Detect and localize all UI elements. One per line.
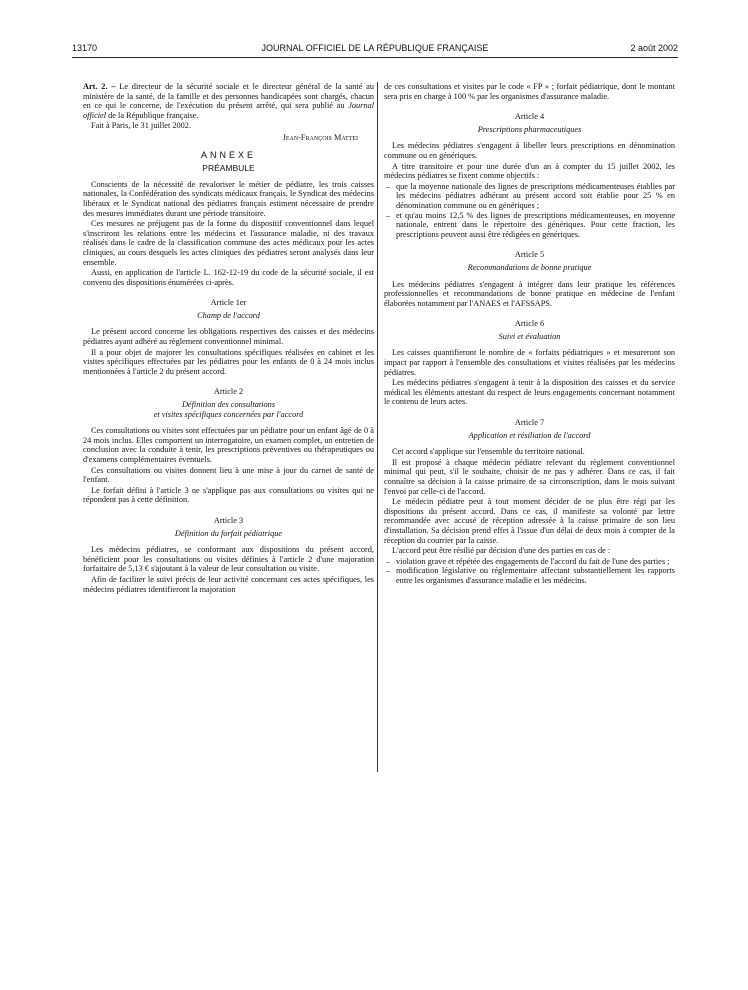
page-number: 13170 [72, 43, 98, 53]
article-3-paragraph-1: Les médecins pédiatres, se conformant aux dispositions du présent accord, bénéficient pour les consultations ou visites définies à l'article 2 d'une majoration forfaitaire de 5,13 € s'ajoutant à la valeur de leur consultation ou visite. [83, 545, 374, 574]
article-2-paragraph-3: Le forfait défini à l'article 3 ne s'applique pas aux consultations ou visites qui ne répondent pas à cette définition. [83, 485, 374, 505]
annexe-heading: ANNEXE [200, 149, 256, 160]
article-4-list [384, 182, 675, 240]
article-2-text-a: Le directeur de la sécurité sociale et le directeur général de la santé au ministère de la santé, de la famille et des personnes handicapées sont chargés, chacun en ce qui le concerne, de l'exécution du présent arrêté, qui sera publié au [83, 82, 374, 111]
article-7-title: Article 7 [514, 418, 545, 428]
article-2-paragraph-1: Ces consultations ou visites sont effectuées par un pédiatre pour un enfant âgé de 0 à 24 mois inclus. Elles comportent un interrogatoire, un examen complet, un entretien de conclusion avec la conduite à tenir, les prescriptions préventives ou thérapeutiques ou d'examens complémentaires éventuels. [83, 426, 374, 464]
list-item: – violation grave et répétée des engagements de l'accord du fait de l'une des parties ; [384, 557, 675, 567]
preambule-paragraph-3: Aussi, en application de l'article L. 162-12-19 du code de la sécurité sociale, il est convenu des dispositions énumérées ci-après. [83, 268, 374, 287]
article-1-title: Article 1er [210, 298, 247, 308]
article-4-title: Article 4 [514, 112, 545, 122]
article-5-paragraph-1: Les médecins pédiatres s'engagent à intégrer dans leur pratique les références professionnelles et recommandations de bonne pratique en médecine de l'enfant élaborées notamment par l'ANAES et l'AFSSAPS. [384, 279, 675, 308]
left-column [83, 82, 374, 595]
page-header [72, 44, 678, 56]
article-2-paragraph-2: Ces consultations ou visites donnent lieu à une mise à jour du carnet de santé de l'enfant. [83, 465, 374, 485]
publication-date: 2 août 2002 [630, 43, 678, 53]
article-7-subtitle: Application et résiliation de l'accord [468, 430, 591, 440]
preambule-paragraph-1: Conscients de la nécessité de revaloriser le métier de pédiatre, les trois caisses nationales, la Confédération des syndicats médicaux français, le Syndicat des médecins libéraux et le Syndicat national des pédiatres français estiment nécessaire de prendre des mesures immédiates durant une période transitoire. [83, 179, 374, 218]
article-3-subtitle: Définition du forfait pédiatrique [174, 528, 283, 538]
article-5-title: Article 5 [514, 250, 545, 260]
article-1-paragraph-2: Il a pour objet de majorer les consultations spécifiques réalisées en cabinet et les visites spécifiques effectuées par les pédiatres pour les enfants de 0 à 24 mois inclus mentionnées à l'article 2 du présent accord. [83, 347, 374, 376]
article-2-subtitle-line-2: et visites spécifiques concernées par l'accord [153, 409, 304, 419]
article-7-paragraph-3: Le médecin pédiatre peut à tout moment décider de ne plus être régi par les dispositions du présent accord. Dans ce cas, il manifeste sa volonté par lettre recommandée avec accusé de réception adressée à la caisse primaire de son lieu d'installation. Sa décision prend effet à l'issue d'un délai de deux mois à compter de la réception du courrier par la caisse. [384, 497, 675, 545]
article-7-paragraph-4: L'accord peut être résilié par décision d'une des parties en cas de : [392, 546, 611, 556]
preambule-heading: PRÉAMBULE [202, 163, 255, 174]
journal-officiel-italic: Journal officiel [83, 101, 374, 120]
article-3-title: Article 3 [213, 515, 244, 525]
article-1-subtitle: Champ de l'accord [197, 310, 260, 320]
article-2-paragraph [83, 82, 374, 120]
list-item: – que la moyenne nationale des lignes de prescriptions médicamenteuses établies par les médecins pédiatres adhérant au présent accord soit établie pour 25 % en dénomination commune ou en génériques ; [384, 182, 675, 211]
list-item: – modification législative ou réglementaire affectant substantiellement les rapports entre les organismes d'assurance maladie et les médecins. [384, 566, 675, 585]
signature: Jean-François Mattei [282, 132, 358, 142]
journal-title: JOURNAL OFFICIEL DE LA RÉPUBLIQUE FRANÇAISE [261, 43, 489, 53]
article-6-paragraph-2: Les médecins pédiatres s'engagent à tenir à la disposition des caisses et du service médical les éléments attestant du respect de leurs engagements concernant notamment le contenu de leurs actes. [384, 378, 675, 407]
article-2-text-b: de la République française. [106, 110, 199, 120]
article-4-subtitle: Prescriptions pharmaceutiques [477, 124, 582, 134]
header-rule [72, 57, 678, 58]
article-6-title: Article 6 [514, 319, 545, 329]
article-2-title: Article 2 [213, 387, 244, 397]
article-7-list [384, 557, 675, 586]
article-4-paragraph-1: Les médecins pédiatres s'engagent à libeller leurs prescriptions en dénomination commune ou en génériques. [384, 141, 675, 160]
article-7-paragraph-1: Cet accord s'applique sur l'ensemble du territoire national. [392, 447, 585, 457]
article-2-subtitle-line-1: Définition des consultations [181, 400, 276, 410]
article-6-subtitle: Suivi et évaluation [498, 331, 561, 341]
article-5-subtitle: Recommandations de bonne pratique [467, 262, 592, 272]
preambule-paragraph-2: Ces mesures ne préjugent pas de la forme du dispositif conventionnel dans lequel s'inscriront les relations entre les médecins et l'assurance maladie, ni des travaux réalisés dans le cadre de la classification commune des actes médicaux pour les actes cliniques, au cours desquels les actes cliniques des pédiatres seront analysés dans leur ensemble. [83, 219, 374, 267]
fait-a-paris: Fait à Paris, le 31 juillet 2002. [91, 121, 192, 131]
right-column [384, 82, 675, 586]
article-7-paragraph-2: Il est proposé à chaque médecin pédiatre relevant du règlement conventionnel minimal qui peut, s'il le souhaite, choisir de ne pas y adhérer. Dans ce cas, il fait connaître sa décision à la caisse primaire de sa circonscription, dans le mois suivant l'envoi par celle-ci de l'accord. [384, 457, 675, 496]
article-6-paragraph-1: Les caisses quantifieront le nombre de « forfaits pédiatriques » et mesureront son impact par rapport à l'ensemble des consultations et visites réalisées par les médecins pédiatres. [384, 348, 675, 377]
continuation-paragraph: de ces consultations et visites par le code « FP » ; forfait pédiatrique, dont le montant sera pris en charge à 100 % par les organismes d'assurance maladie. [384, 82, 675, 101]
list-item: – et qu'au moins 12,5 % des lignes de prescriptions médicamenteuses, en moyenne nationale, entrent dans le répertoire des génériques. Pour cette fraction, les prescriptions peuvent aussi être rédigées en génériques. [384, 211, 675, 240]
article-2-label: Art. 2. – [83, 82, 116, 91]
article-4-paragraph-2: A titre transitoire et pour une durée d'un an à compter du 15 juillet 2002, les médecins pédiatres se fixent comme objectifs : [384, 161, 675, 181]
article-3-paragraph-2: Afin de faciliter le suivi précis de leur activité concernant ces actes spécifiques, les médecins pédiatres identifieront la majoration [83, 574, 374, 594]
article-1-paragraph-1: Le présent accord concerne les obligations respectives des caisses et des médecins pédiatres ayant adhéré au règlement conventionnel minimal. [83, 327, 374, 347]
column-separator [377, 82, 378, 772]
